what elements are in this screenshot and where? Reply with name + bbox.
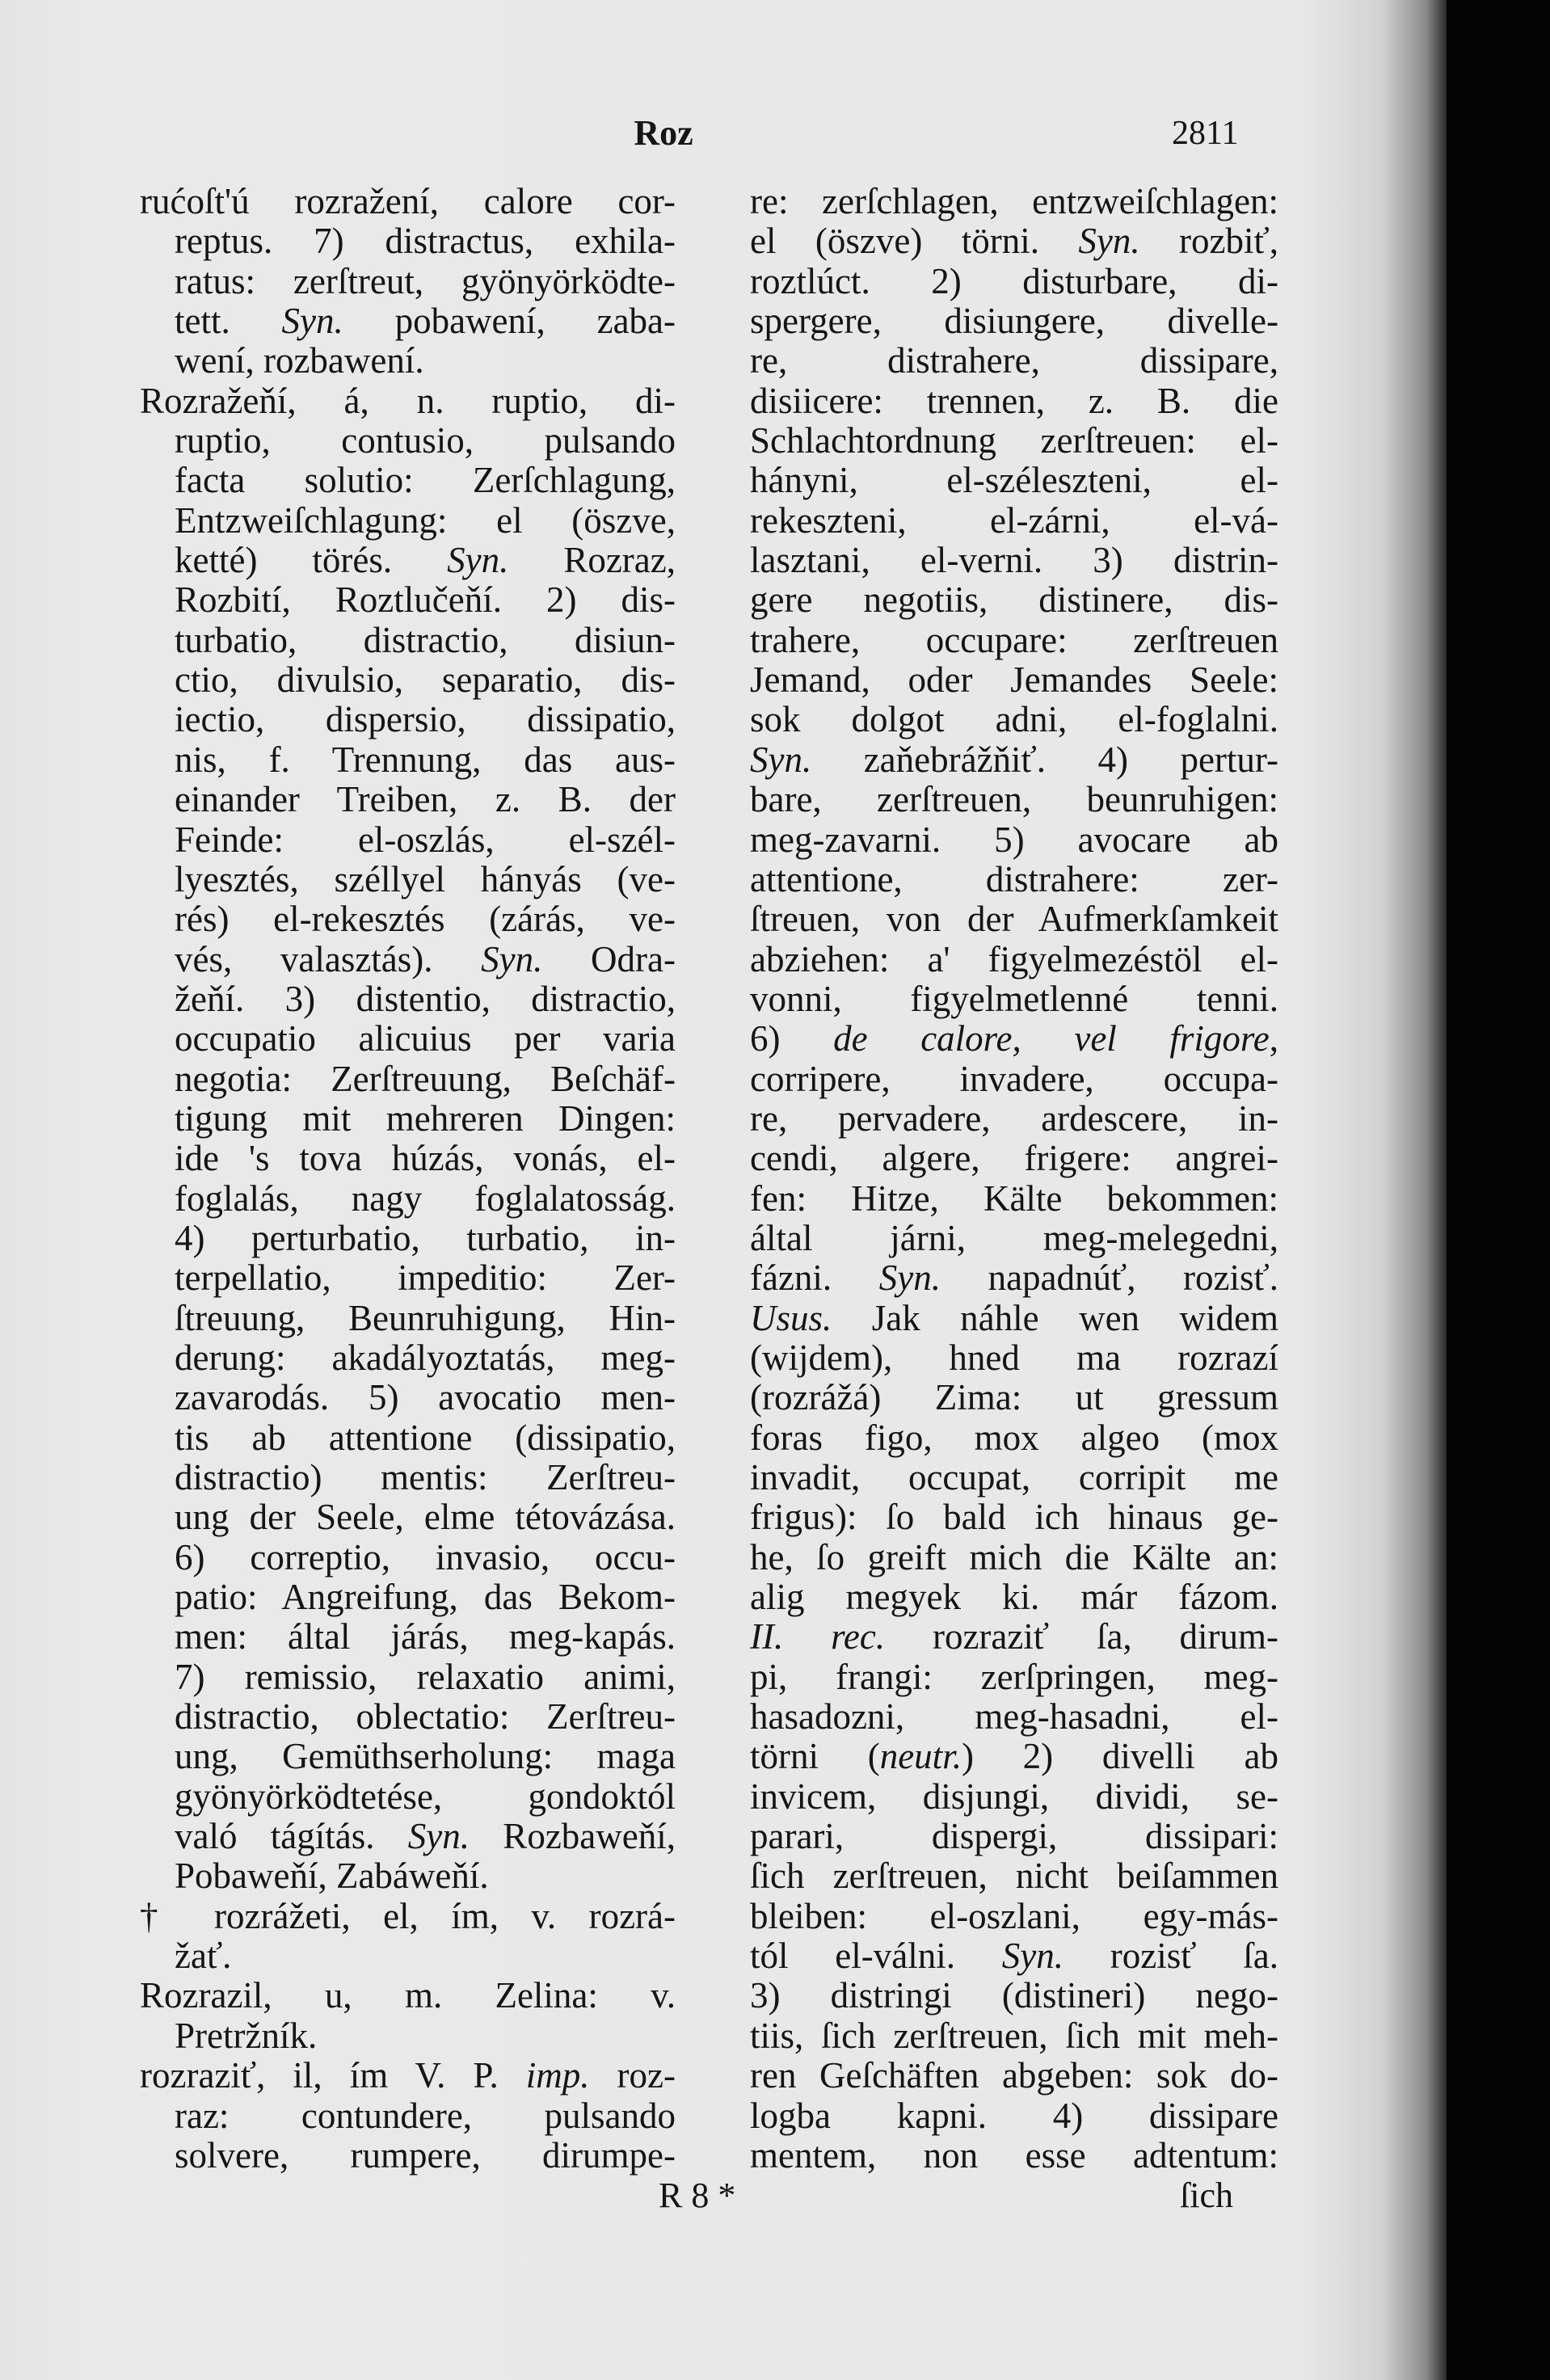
line-segment: vés, valasztás). [175, 939, 482, 979]
text-line: tigung mit mehreren Dingen: [175, 1098, 676, 1139]
italic-phrase: de calore, vel frigore [833, 1019, 1270, 1059]
text-line: žať. [175, 1936, 232, 1977]
text-line: bleiben: el-oszlani, egy-más- [750, 1896, 1278, 1936]
text-line: parari, dispergi, dissipari: [750, 1817, 1278, 1857]
left-column [140, 182, 676, 2176]
text-line: zavarodás. 5) avocatio men- [175, 1378, 676, 1418]
text-line: iectio, dispersio, dissipatio, [175, 700, 676, 740]
line-segment: Jak náhle wen widem [832, 1298, 1278, 1338]
text-line [750, 1737, 1278, 1776]
text-line [750, 1258, 1278, 1298]
grammar-label: II. rec. [750, 1617, 886, 1658]
text-line: meg-zavarni. 5) avocare ab [750, 819, 1278, 860]
entry-head-line: Rozrazil, u, m. Zelina: v. [140, 1976, 676, 2016]
synonym-label: Syn. [878, 1258, 941, 1299]
text-line [750, 1617, 1278, 1657]
text-line: invicem, disjungi, dividi, se- [750, 1776, 1278, 1817]
text-line: ſtreuung, Beunruhigung, Hin- [175, 1298, 676, 1338]
text-line [750, 1019, 1278, 1059]
line-segment: tól el-válni. [750, 1936, 1002, 1977]
text-line: solvere, rumpere, dirumpe- [175, 2135, 676, 2176]
entry-head-line [140, 2056, 676, 2096]
text-line: Pobaweňí, Zabáweňí. [175, 1856, 489, 1897]
line-segment: roz- [589, 2056, 676, 2096]
line-segment: ) 2) divelli ab [961, 1737, 1278, 1777]
text-line: ruptio, contusio, pulsando [175, 421, 676, 461]
text-line: men: által járás, meg-kapás. [175, 1617, 676, 1658]
text-line: ctio, divulsio, separatio, dis- [175, 660, 676, 701]
text-line: disiicere: trennen, z. B. die [750, 381, 1278, 421]
text-line: rekeszteni, el-zárni, el-vá- [750, 500, 1278, 541]
text-line: lasztani, el-verni. 3) distrin- [750, 541, 1278, 581]
text-line: Entzweiſchlagung: el (öszve, [175, 500, 676, 541]
text-line: gere negotiis, distinere, dis- [750, 580, 1278, 621]
synonym-label: Syn. [750, 739, 812, 780]
text-line: ren Geſchäften abgeben: sok do- [750, 2056, 1278, 2096]
text-line: mentem, non esse adtentum: [750, 2135, 1278, 2176]
text-line: facta solutio: Zerſchlagung, [175, 461, 676, 501]
line-segment: rozraziť ſa, dirum- [885, 1617, 1278, 1658]
line-segment: , [1269, 1019, 1278, 1059]
text-line: raz: contundere, pulsando [175, 2096, 676, 2136]
text-line: occupatio alicuius per varia [175, 1019, 676, 1059]
text-line: Rozbití, Roztlučeňí. 2) dis- [175, 580, 676, 621]
synonym-label: Syn. [281, 301, 343, 342]
text-line: derung: akadályoztatás, meg- [175, 1337, 676, 1378]
line-segment: rozraziť, il, ím V. P. [140, 2056, 526, 2096]
text-line: re, pervadere, ardescere, in- [750, 1098, 1278, 1139]
text-line: (wijdem), hned ma rozrazí [750, 1337, 1278, 1378]
text-line: ſich zerſtreuen, nicht beiſammen [750, 1856, 1278, 1897]
text-line: žeňí. 3) distentio, distractio, [175, 979, 676, 1019]
text-line: Jemand, oder Jemandes Seele: [750, 660, 1278, 701]
text-line: pi, frangi: zerſpringen, meg- [750, 1657, 1278, 1697]
text-line: hányni, el-széleszteni, el- [750, 461, 1278, 501]
text-line [175, 541, 676, 580]
line-segment: törni ( [750, 1737, 880, 1777]
text-line: 7) remissio, relaxatio animi, [175, 1657, 676, 1697]
text-line: corripere, invadere, occupa- [750, 1059, 1278, 1099]
line-segment: ketté) törés. [175, 541, 448, 581]
text-line [175, 1817, 676, 1856]
signature-mark: R 8 * [659, 2176, 736, 2215]
text-line [175, 940, 676, 979]
line-segment: pobawení, zaba- [343, 301, 676, 342]
text-line: 4) perturbatio, turbatio, in- [175, 1218, 676, 1258]
text-line: alig megyek ki. már fázom. [750, 1578, 1278, 1618]
text-line: he, ſo greift mich die Kälte an: [750, 1537, 1278, 1578]
text-line: turbatio, distractio, disiun- [175, 620, 676, 660]
usage-label: Usus. [750, 1298, 832, 1338]
text-line: hasadozni, meg-hasadni, el- [750, 1697, 1278, 1738]
line-segment: el (öszve) törni. [750, 221, 1079, 262]
line-segment: zaňebrážňiť. 4) pertur- [811, 739, 1278, 780]
right-column [750, 182, 1278, 2176]
text-line: roztlúct. 2) disturbare, di- [750, 261, 1278, 301]
text-line: lyesztés, széllyel hányás (ve- [175, 859, 676, 899]
entry-head-line: † rozrážeti, el, ím, v. rozrá- [140, 1896, 676, 1936]
text-line: tiis, ſich zerſtreuen, ſich mit meh- [750, 2016, 1278, 2056]
text-line: logba kapni. 4) dissipare [750, 2096, 1278, 2136]
text-line: 3) distringi (distineri) nego- [750, 1976, 1278, 2016]
text-line: tis ab attentione (dissipatio, [175, 1417, 676, 1458]
text-line: terpellatio, impeditio: Zer- [175, 1258, 676, 1299]
text-line: vonni, figyelmetlenné tenni. [750, 979, 1278, 1019]
grammar-label: imp. [525, 2056, 590, 2096]
text-line: re: zerſchlagen, entzweiſchlagen: [750, 182, 1278, 221]
line-segment: Rozbaweňí, [470, 1817, 676, 1857]
synonym-label: Syn. [447, 541, 509, 581]
catchword: ſich [1180, 2176, 1233, 2215]
text-line: ratus: zerſtreut, gyönyörködte- [175, 261, 676, 301]
text-line: gyönyörködtetése, gondoktól [175, 1776, 676, 1817]
text-line: distractio, oblectatio: Zerſtreu- [175, 1697, 676, 1738]
entry-head-line: Rozražeňí, á, n. ruptio, di- [140, 381, 676, 421]
text-line: foras figo, mox algeo (mox [750, 1417, 1278, 1458]
text-line: negotia: Zerſtreuung, Beſchäf- [175, 1059, 676, 1099]
synonym-label: Syn. [481, 939, 543, 979]
text-line: trahere, occupare: zerſtreuen [750, 620, 1278, 660]
text-line: reptus. 7) distractus, exhila- [175, 221, 676, 262]
text-line [750, 1936, 1278, 1976]
text-line: invadit, occupat, corripit me [750, 1458, 1278, 1498]
line-segment: rozisť ſa. [1064, 1936, 1278, 1977]
text-line: ide 's tova húzás, vonás, el- [175, 1139, 676, 1179]
running-head: Roz [634, 113, 693, 153]
text-line: rućoſt'ú rozražení, calore cor- [140, 182, 676, 221]
synonym-label: Syn. [407, 1817, 470, 1857]
text-line: bare, zerſtreuen, beunruhigen: [750, 780, 1278, 820]
line-segment: tett. [175, 301, 282, 342]
line-segment: fázni. [750, 1258, 879, 1299]
text-line: attentione, distrahere: zer- [750, 859, 1278, 899]
text-line [750, 740, 1278, 780]
text-line: Schlachtordnung zerſtreuen: el- [750, 421, 1278, 461]
text-line: patio: Angreifung, das Bekom- [175, 1578, 676, 1618]
text-line: fen: Hitze, Kälte bekommen: [750, 1178, 1278, 1219]
text-line: abziehen: a' figyelmezéstöl el- [750, 939, 1278, 979]
text-line: spergere, disiungere, divelle- [750, 301, 1278, 342]
text-line [750, 221, 1278, 261]
text-line: foglalás, nagy foglalatosság. [175, 1178, 676, 1219]
text-line: frigus): ſo bald ich hinaus ge- [750, 1498, 1278, 1538]
text-line: által járni, meg-melegedni, [750, 1218, 1278, 1258]
text-line: wení, rozbawení. [175, 341, 424, 381]
text-line: distractio) mentis: Zerſtreu- [175, 1458, 676, 1498]
text-line: (rozrážá) Zima: ut gressum [750, 1378, 1278, 1418]
synonym-label: Syn. [1078, 221, 1140, 262]
text-line: cendi, algere, frigere: angrei- [750, 1139, 1278, 1179]
text-line: rés) el-rekesztés (zárás, ve- [175, 899, 676, 940]
text-line: ſtreuen, von der Aufmerkſamkeit [750, 899, 1278, 940]
text-line: Pretržník. [175, 2016, 318, 2056]
text-line: 6) correptio, invasio, occu- [175, 1537, 676, 1578]
text-line: ung der Seele, elme tétovázása. [175, 1498, 676, 1538]
text-line: einander Treiben, z. B. der [175, 780, 676, 820]
text-line: ung, Gemüthserholung: maga [175, 1737, 676, 1777]
text-line: nis, f. Trennung, das aus- [175, 739, 676, 780]
line-segment: való tágítás. [175, 1817, 408, 1857]
grammar-label: neutr. [879, 1737, 962, 1777]
line-segment: 6) [750, 1019, 834, 1059]
line-segment: napadnúť, rozisť. [941, 1258, 1278, 1299]
line-segment: rozbiť, [1139, 221, 1278, 262]
line-segment: Odra- [542, 939, 676, 979]
text-line [175, 301, 676, 341]
text-line: sok dolgot adni, el-foglalni. [750, 700, 1278, 740]
text-line: Feinde: el-oszlás, el-szél- [175, 819, 676, 860]
text-line [750, 1299, 1278, 1338]
line-segment: Rozraz, [508, 541, 676, 581]
text-line: re, distrahere, dissipare, [750, 341, 1278, 381]
synonym-label: Syn. [1001, 1936, 1064, 1977]
page-number: 2811 [1172, 115, 1239, 152]
